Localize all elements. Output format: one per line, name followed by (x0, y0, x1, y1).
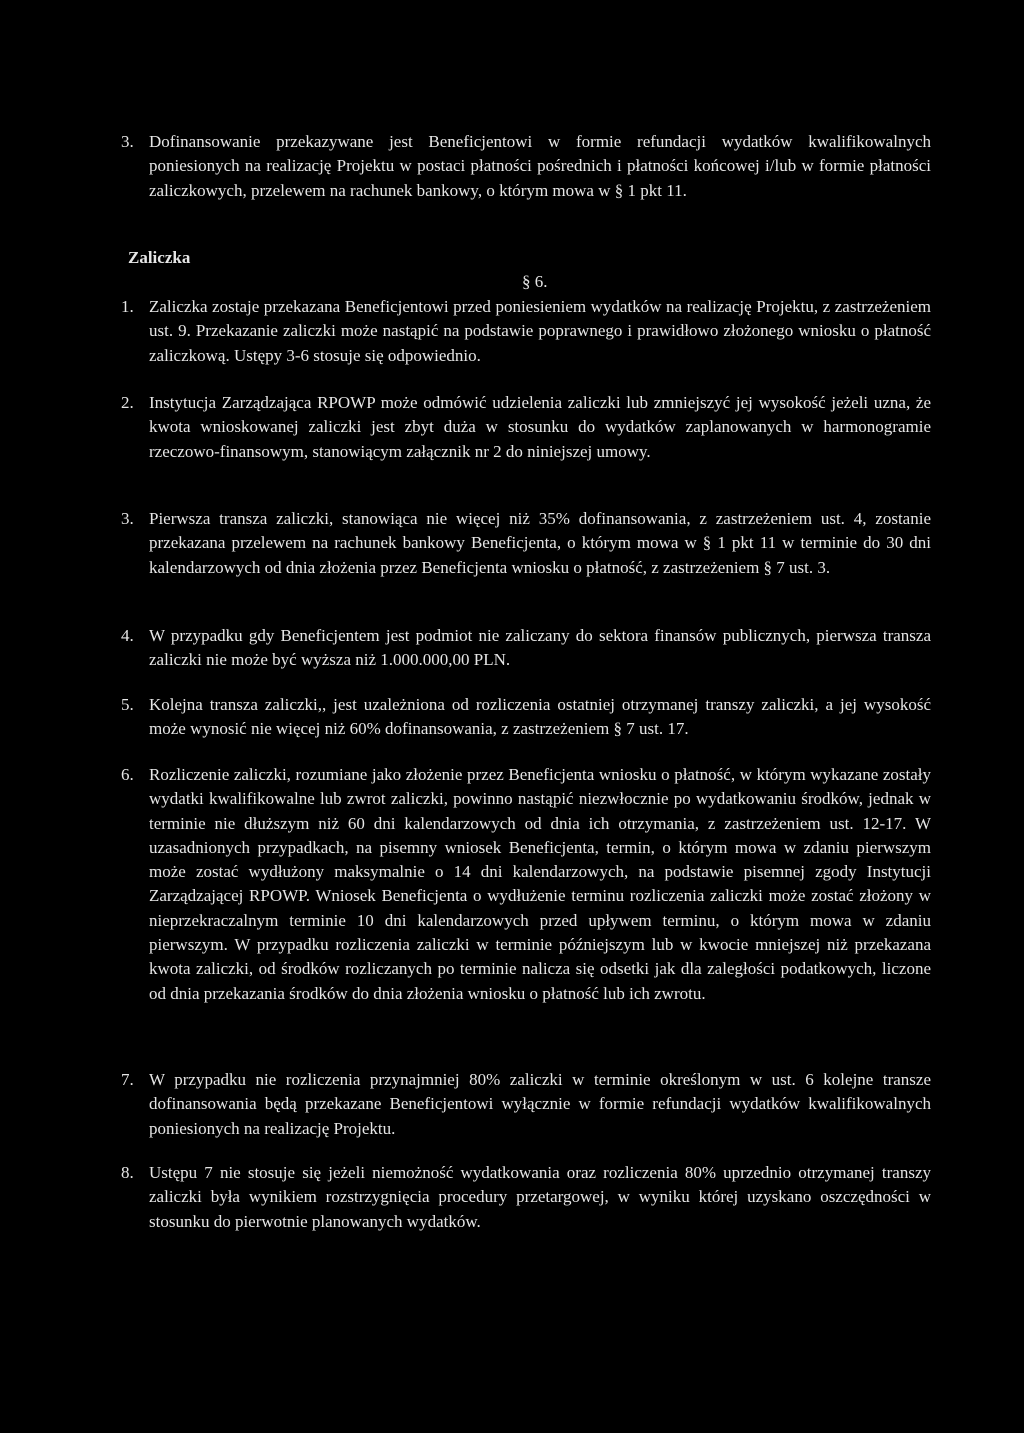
paragraph-text: Kolejna transza zaliczki,, jest uzależniona od rozliczenia ostatniej otrzymanej transzy zaliczki, a jej wysokość może wynosić nie więcej niż 60% dofinansowania, z zastrzeżeniem § 7 ust. 17. (149, 695, 931, 739)
paragraph-number: 5. (121, 695, 134, 714)
paragraph-text: W przypadku nie rozliczenia przynajmniej 80% zaliczki w terminie określonym w ust. 6 kolejne transze dofinansowania będą przekazane Beneficjentowi wyłącznie w formie refundacji wydatków kwalifikowalnych poniesionych na realizację Projektu. (149, 1070, 931, 1138)
section-mark: § 6. (522, 272, 548, 291)
paragraph-text: Dofinansowanie przekazywane jest Beneficjentowi w formie refundacji wydatków kwalifikowalnych poniesionych na realizację Projektu w postaci płatności pośrednich i płatności końcowej i/lub w formie płatności zaliczkowych, przelewem na rachunek bankowy, o którym mowa w § 1 pkt 11. (149, 132, 931, 200)
paragraph-number: 4. (121, 626, 134, 645)
paragraph-number: 6. (121, 765, 134, 784)
paragraph-number: 2. (121, 393, 134, 412)
paragraph-text: W przypadku gdy Beneficjentem jest podmiot nie zaliczany do sektora finansów publicznych, pierwsza transza zaliczki nie może być wyższa niż 1.000.000,00 PLN. (149, 626, 931, 670)
section-heading: Zaliczka (128, 248, 191, 267)
paragraph-number: 1. (121, 297, 134, 316)
paragraph-number: 3. (121, 132, 134, 151)
paragraph-text: Pierwsza transza zaliczki, stanowiąca nie więcej niż 35% dofinansowania, z zastrzeżeniem ust. 4, zostanie przekazana przelewem na rachunek bankowy Beneficjenta, o którym mowa w § 1 pkt 11 w terminie do 30 dni kalendarzowych od dnia złożenia przez Beneficjenta wniosku o płatność, z zastrzeżeniem § 7 ust. 3. (149, 509, 931, 577)
paragraph-text: Zaliczka zostaje przekazana Beneficjentowi przed poniesieniem wydatków na realizację Projektu, z zastrzeżeniem ust. 9. Przekazanie zaliczki może nastąpić na podstawie poprawnego i prawidłowo złożonego wniosku o płatność zaliczkową. Ustępy 3-6 stosuje się odpowiednio. (149, 297, 931, 365)
paragraph-number: 8. (121, 1163, 134, 1182)
paragraph-number: 3. (121, 509, 134, 528)
paragraph-text: Instytucja Zarządzająca RPOWP może odmówić udzielenia zaliczki lub zmniejszyć jej wysokość jeżeli uzna, że kwota wnioskowanej zaliczki jest zbyt duża w stosunku do wydatków zaplanowanych w harmonogramie rzeczowo-finansowym, stanowiącym załącznik nr 2 do niniejszej umowy. (149, 393, 931, 461)
paragraph-text: Rozliczenie zaliczki, rozumiane jako złożenie przez Beneficjenta wniosku o płatność, w którym wykazane zostały wydatki kwalifikowalne lub zwrot zaliczki, powinno nastąpić niezwłocznie po wydatkowaniu środków, jednak w terminie nie dłuższym niż 60 dni kalendarzowych od dnia ich otrzymania, z zastrzeżeniem ust. 12-17. W uzasadnionych przypadkach, na pisemny wniosek Beneficjenta, termin, o którym mowa w zdaniu pierwszym może zostać wydłużony maksymalnie o 14 dni kalendarzowych, na podstawie pisemnej zgody Instytucji Zarządzającej RPOWP. Wniosek Beneficjenta o wydłużenie terminu rozliczenia zaliczki może zostać złożony w nieprzekraczalnym terminie 10 dni kalendarzowych przed upływem terminu, o którym mowa w zdaniu pierwszym. W przypadku rozliczenia zaliczki w terminie późniejszym lub w kwocie mniejszej niż przekazana kwota zaliczki, od środków rozliczanych po terminie nalicza się odsetki jak dla zaległości podatkowych, liczone od dnia przekazania środków do dnia złożenia wniosku o płatność lub ich zwrotu. (149, 765, 931, 1003)
paragraph-text: Ustępu 7 nie stosuje się jeżeli niemożność wydatkowania oraz rozliczenia 80% uprzednio otrzymanej transzy zaliczki była wynikiem rozstrzygnięcia procedury przetargowej, w wyniku której uzyskano oszczędności w stosunku do pierwotnie planowanych wydatków. (149, 1163, 931, 1231)
paragraph-number: 7. (121, 1070, 134, 1089)
